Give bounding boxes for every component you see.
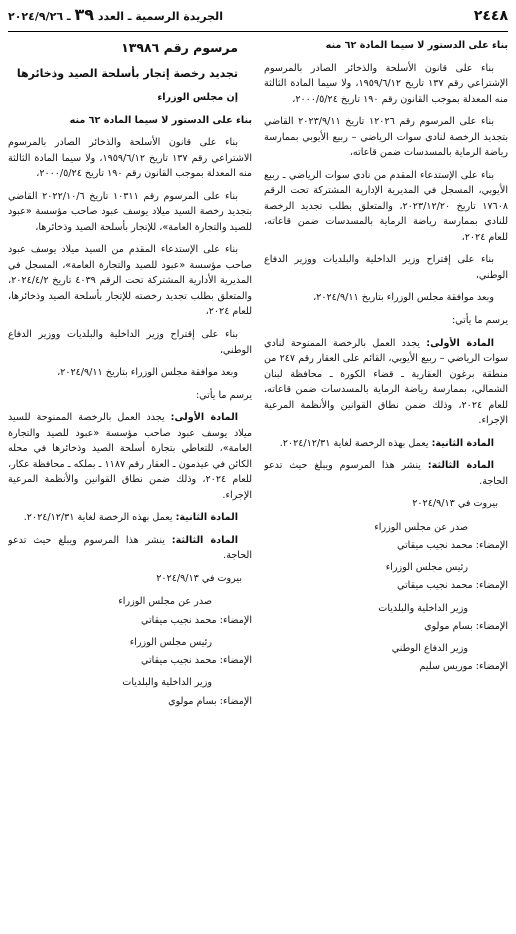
decrees-line: يرسم ما يأتي: (451, 314, 508, 326)
recital-paragraph: بناء على الإستدعاء المقدم من السيد ميلاد يوسف عبود صاحب مؤسسة «عبود للصيد والتجارة العامة»، المسجل في المديرية الأدارية المشتركة تحت الرقم ٤٠٣٩ تاريخ ٢٠٢٤/٤/٢، والمتعلق بطلب تجديد رخصته للإتجار بأسلحة الصيد وذخائرها، للعام ٢٠٢٤، (8, 244, 252, 318)
signature-name: الإمضاء: بسام مولوي (168, 695, 252, 707)
issue-place-date: بيروت في ٢٠٢٤/٩/١٣ (156, 572, 242, 584)
recital-paragraph: وبعد موافقة مجلس الوزراء بتاريخ ٢٠٢٤/٩/١١، (313, 292, 494, 304)
article-text: ينشر هذا المرسوم ويبلغ حيث تدعو الحاجة. (8, 534, 252, 562)
article (8, 410, 252, 503)
intro-heading: بناء على الدستور لا سيما المادة ٦٢ منه (69, 114, 252, 126)
page-number: ٢٤٤٨ (473, 8, 508, 25)
columns (8, 38, 508, 918)
signature-name: الإمضاء: محمد نجيب ميقاتي (397, 540, 508, 552)
signature-title: رئيس مجلس الوزراء (129, 636, 212, 648)
recital-paragraph: بناء على إقتراح وزير الداخلية والبلديات ووزير الدفاع الوطني، (8, 328, 252, 356)
council-line: إن مجلس الوزراء (157, 92, 238, 104)
article-label: المادة الأولى: (170, 412, 238, 424)
signature-name: الإمضاء: موريس سليم (419, 661, 508, 673)
signature-name: الإمضاء: محمد نجيب ميقاتي (141, 655, 252, 667)
issue-number: ٣٩ (74, 5, 95, 25)
article-label: المادة الثانية: (431, 437, 494, 449)
signature-title: صدر عن مجلس الوزراء (118, 596, 212, 608)
recital-paragraph: بناء على المرسوم رقم ١٢٠٢٦ تاريخ ٢٠٢٣/٩/١١ القاضي بتجديد الرخصة لنادي سوات الرياضي – ربيع الأيوبي بممارسة رياضة الرماية بالمسدسات ضمن قاعاته، (264, 116, 508, 159)
article (264, 458, 508, 489)
recital-paragraph: بناء على قانون الأسلحة والذخائر الصادر بالمرسوم الإشتراعي رقم ١٣٧ تاريخ ١٩٥٩/٦/١٢، ولا سيما المادة الثالثة منه المعدلة بموجب القانون رقم ١٩٠ تاريخ ٢٠٠٠/٥/٢٤، (264, 62, 508, 105)
article (8, 510, 252, 526)
article-text: يجدد العمل بالرخصة الممنوحة للسيد ميلاد يوسف عبود صاحب مؤسسة «عبود للصيد والتجارة العامة»، للتعاطي بتجارة أسلحة الصيد وذخائرها في محله الكائن في عيدمون ـ العقار رقم ١١٨٧ ـ بملكه ـ محافظة عكار، للعام ٢٠٢٤، وذلك ضمن نطاق القوانين والأنظمة المرعية الإجراء. (8, 412, 252, 501)
decree-title: مرسوم رقم ١٣٩٨٦ (121, 40, 238, 55)
signature-title: رئيس مجلس الوزراء (385, 562, 468, 574)
article-text: ينشر هذا المرسوم ويبلغ حيث تدعو الحاجة. (264, 460, 508, 487)
decrees-line: يرسم ما يأتي: (195, 389, 252, 401)
issue-date: ـ ٢٠٢٤/٩/٢٦ (8, 10, 71, 24)
article-label: المادة الثانية: (175, 512, 238, 524)
article-text: يجدد العمل بالرخصة الممنوحة لنادي سوات الرياضي – ربيع الأيوبي، القائم على العقار رقم ٢٤٧ من منطقة برغون العقارية ـ قضاء الكورة ـ محافظة لبنان الشمالي، بممارسة رياضة الرماية بالمسدسات ضمن قاعاته، للعام ٢٠٢٤، وذلك ضمن نطاق القوانين والأنظمة المرعية الإجراء. (264, 337, 508, 427)
recital-paragraph: بناء على الإستدعاء المقدم من نادي سوات الرياضي ـ ربيع الأيوبي، المسجل في المديرية الإدارية المشتركة تحت الرقم ١٧٦٠٨ تاريخ ٢٠٢٣/١٢/٢٠، والمتعلق بطلب تجديد الرخصة للنادي بممارسة رياضة الرماية بالمسدسات ضمن قاعاته، للعام ٢٠٢٤، (264, 169, 508, 243)
article-label: المادة الأولى: (426, 337, 494, 349)
decree-subtitle: تجديد رخصة إتجار بأسلحة الصيد وذخائرها (16, 67, 238, 81)
left-column (8, 38, 252, 918)
recital-paragraph: بناء على قانون الأسلحة والذخائر الصادر بالمرسوم الاشتراعي رقم ١٣٧ تاريخ ١٩٥٩/٦/١٢، ولا سيما المادة الثالثة منه المعدلة بموجب القانون رقم ١٩٠ تاريخ ٢٠٠٠/٥/٢٤، (8, 137, 252, 180)
recital-paragraph: وبعد موافقة مجلس الوزراء بتاريخ ٢٠٢٤/٩/١١، (57, 367, 238, 379)
right-column (264, 38, 508, 918)
intro-heading: بناء على الدستور لا سيما المادة ٦٢ منه (325, 40, 508, 51)
article-label: المادة الثالثة: (171, 534, 238, 546)
signature-title: وزير الداخلية والبلديات (122, 677, 212, 689)
page-header (8, 6, 508, 32)
gazette-name: الجريدة الرسمية ـ العدد (97, 10, 223, 24)
article (264, 436, 508, 452)
article-text: يعمل بهذه الرخصة لغاية ٢٠٢٤/١٢/٣١. (23, 512, 173, 524)
signature-title: وزير الدفاع الوطني (391, 643, 468, 655)
gazette-header-info (8, 2, 223, 28)
issue-place-date: بيروت في ٢٠٢٤/٩/١٣ (412, 498, 498, 510)
article-label: المادة الثالثة: (427, 460, 494, 472)
signature-title: وزير الداخلية والبلديات (378, 602, 468, 614)
article (264, 336, 508, 429)
signature-name: الإمضاء: بسام مولوي (424, 620, 508, 632)
recital-paragraph: بناء على إقتراح وزير الداخلية والبلديات ووزير الدفاع الوطني، (264, 254, 508, 281)
article-text: يعمل بهذه الرخصة لغاية ٢٠٢٤/١٢/٣١. (279, 437, 429, 449)
article (8, 533, 252, 564)
signature-name: الإمضاء: محمد نجيب ميقاتي (141, 614, 252, 626)
signature-title: صدر عن مجلس الوزراء (374, 521, 468, 533)
signature-name: الإمضاء: محمد نجيب ميقاتي (397, 580, 508, 592)
recital-paragraph: بناء على المرسوم رقم ١٠٣١١ تاريخ ٢٠٢٢/١٠/٦ القاضي بتجديد رخصة السيد ميلاد يوسف عبود صاحب مؤسسة «عبود للصيد والتجارة العامة»، للإتجار بأسلحة الصيد وذخائرها، (8, 190, 252, 233)
